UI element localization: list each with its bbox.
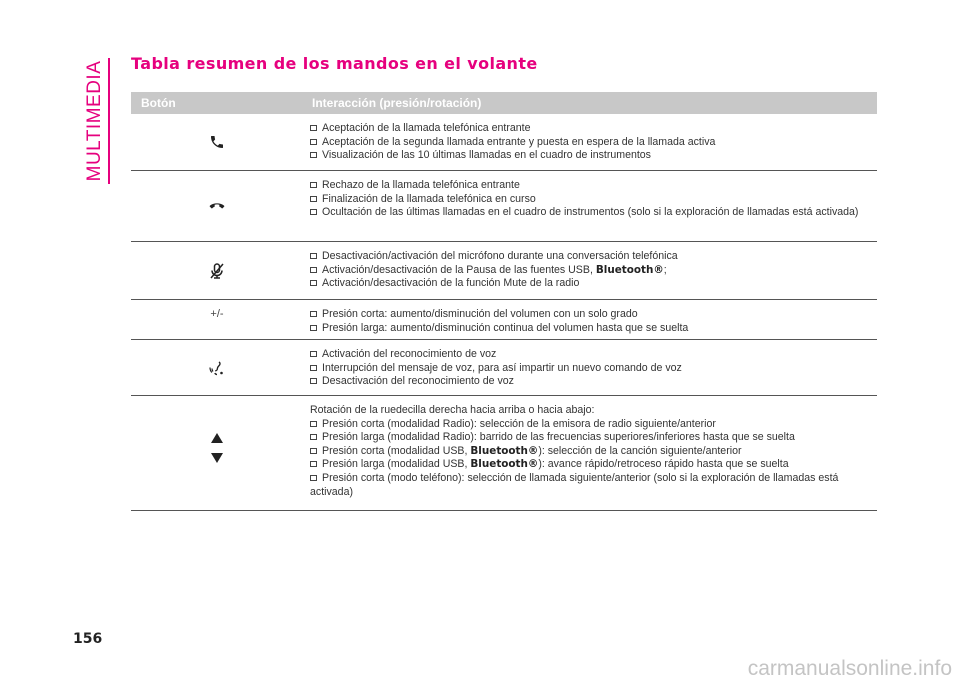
list-item: Activación/desactivación de la Pausa de las fuentes USB, Bluetooth®;	[310, 264, 873, 278]
list-item: Activación del reconocimiento de voz	[310, 348, 873, 362]
bullet-icon	[310, 196, 317, 202]
list-item: Rechazo de la llamada telefónica entrante	[310, 179, 873, 193]
bullet-icon	[310, 378, 317, 384]
list-item: Presión corta: aumento/disminución del volumen con un solo grado	[310, 308, 873, 322]
interaction-cell	[298, 396, 877, 510]
list-item: Finalización de la llamada telefónica en curso	[310, 193, 873, 207]
section-tab-label: MULTIMEDIA	[84, 60, 105, 182]
page-number: 156	[73, 631, 103, 647]
list-item: Desactivación/activación del micrófono durante una conversación telefónica	[310, 250, 873, 264]
table-row	[131, 300, 877, 340]
header-button: Botón	[141, 96, 176, 110]
button-cell	[131, 340, 298, 395]
bluetooth-label: Bluetooth®	[595, 263, 664, 276]
table-row	[131, 340, 877, 396]
bluetooth-label: Bluetooth®	[470, 444, 539, 457]
list-item: Presión corta (modalidad Radio): selección de la emisora de radio siguiente/anterior	[310, 418, 873, 432]
list-item: Presión larga (modalidad USB, Bluetooth®): avance rápido/retroceso rápido hasta que se suelta	[310, 458, 873, 472]
list-item: Presión corta (modo teléfono): selección de llamada siguiente/anterior (solo si la exploración de llamadas está activada)	[310, 471, 839, 498]
table-row	[131, 171, 877, 242]
bullet-icon	[310, 139, 317, 145]
button-cell	[131, 300, 298, 339]
bullet-icon	[310, 351, 317, 357]
bullet-icon	[310, 325, 317, 331]
list-item: Presión corta (modalidad USB, Bluetooth®): selección de la canción siguiente/anterior	[310, 445, 873, 459]
table-row	[131, 396, 877, 511]
table-row	[131, 114, 877, 171]
bullet-icon	[310, 280, 317, 286]
table-header	[131, 92, 877, 114]
button-cell	[131, 396, 298, 510]
list-item: Visualización de las 10 últimas llamadas en el cuadro de instrumentos	[310, 149, 873, 163]
bullet-icon	[310, 475, 317, 481]
bullet-icon	[310, 311, 317, 317]
controls-table	[131, 92, 877, 511]
bullet-icon	[310, 434, 317, 440]
list-item: Interrupción del mensaje de voz, para así impartir un nuevo comando de voz	[310, 362, 873, 376]
phone-hangup-icon	[209, 200, 225, 212]
bullet-icon	[310, 461, 317, 467]
header-interaction: Interacción (presión/rotación)	[312, 96, 482, 110]
list-item: Aceptación de la segunda llamada entrante y puesta en espera de la llamada activa	[310, 136, 873, 150]
up-down-arrows-icon	[211, 433, 223, 463]
bullet-icon	[310, 421, 317, 427]
list-item: Desactivación del reconocimiento de voz	[310, 375, 873, 389]
row-intro: Rotación de la ruedecilla derecha hacia arriba o hacia abajo:	[310, 404, 595, 416]
interaction-cell	[298, 242, 877, 299]
bullet-icon	[310, 125, 317, 131]
bluetooth-label: Bluetooth®	[470, 458, 539, 471]
phone-answer-icon	[209, 134, 225, 150]
bullet-icon	[310, 182, 317, 188]
voice-command-icon	[209, 360, 225, 376]
bullet-icon	[310, 267, 317, 273]
interaction-cell	[298, 114, 877, 170]
list-item: Aceptación de la llamada telefónica entrante	[310, 122, 873, 136]
section-divider	[108, 58, 110, 184]
section-tab	[84, 56, 106, 186]
list-item: Activación/desactivación de la función Mute de la radio	[310, 277, 873, 291]
bullet-icon	[310, 365, 317, 371]
bullet-icon	[310, 209, 317, 215]
button-cell	[131, 114, 298, 170]
volume-plus-minus: +/-	[210, 308, 224, 320]
interaction-cell	[298, 340, 877, 395]
page-title: Tabla resumen de los mandos en el volante	[131, 54, 538, 73]
interaction-cell	[298, 171, 877, 241]
interaction-cell	[298, 300, 877, 339]
table-row	[131, 242, 877, 300]
bullet-icon	[310, 253, 317, 259]
list-item: Presión larga (modalidad Radio): barrido de las frecuencias superiores/inferiores hasta que se suelta	[310, 431, 873, 445]
bullet-icon	[310, 448, 317, 454]
button-cell	[131, 242, 298, 299]
bullet-icon	[310, 152, 317, 158]
list-item: Presión larga: aumento/disminución continua del volumen hasta que se suelta	[310, 322, 873, 336]
watermark: carmanualsonline.info	[747, 657, 952, 680]
mic-mute-icon	[210, 263, 224, 279]
button-cell	[131, 171, 298, 241]
list-item: Ocultación de las últimas llamadas en el cuadro de instrumentos (solo si la exploración de llamadas está activada)	[310, 206, 873, 220]
